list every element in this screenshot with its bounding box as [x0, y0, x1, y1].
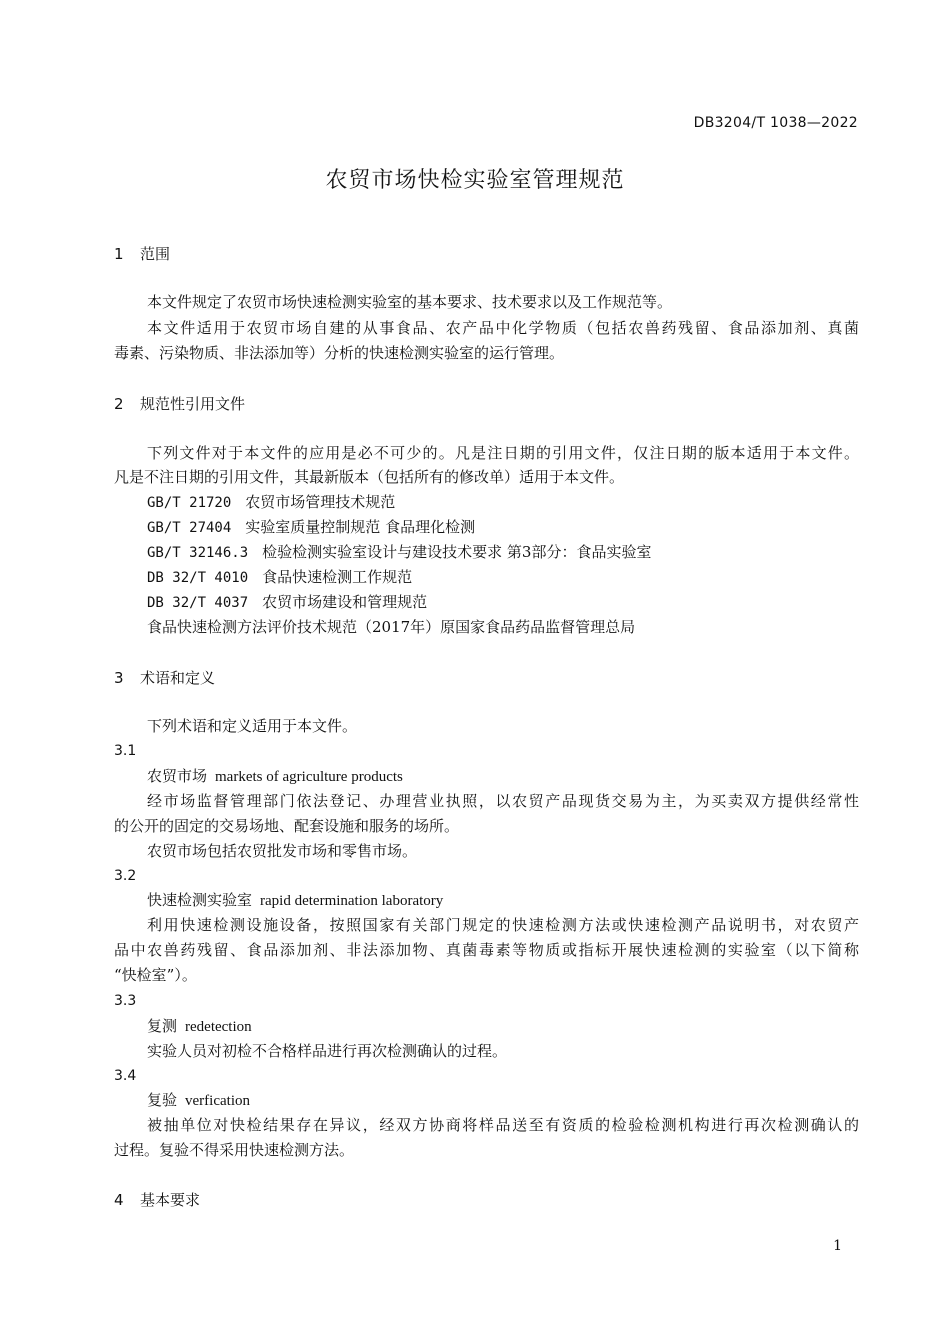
section-4-heading	[114, 1189, 200, 1210]
reference-name: 食品快速检测工作规范	[262, 568, 413, 586]
section-3-intro: 下列术语和定义适用于本文件。	[147, 717, 358, 735]
reference-item	[147, 567, 412, 588]
reference-item	[147, 517, 475, 538]
reference-code: GB/T 27404	[147, 520, 232, 536]
reference-item	[147, 542, 651, 563]
term-chinese: 复测	[147, 1017, 178, 1035]
document-title: 农贸市场快检实验室管理规范	[325, 168, 625, 193]
section-1-paragraph-2-line-2: 毒素、污染物质、非法添加等）分析的快速检测实验室的运行管理。	[114, 344, 565, 362]
section-number: 1	[114, 245, 124, 263]
term-number: 3.3	[114, 993, 137, 1009]
section-3-heading	[114, 667, 215, 688]
reference-code: DB 32/T 4010	[147, 570, 249, 586]
reference-code: GB/T 32146.3	[147, 545, 249, 561]
reference-name: 农贸市场建设和管理规范	[262, 593, 428, 611]
reference-item-last: 食品快速检测方法评价技术规范（2017年）原国家食品药品监督管理总局	[147, 618, 636, 636]
section-title: 术语和定义	[140, 669, 216, 687]
section-number: 2	[114, 395, 124, 413]
term-definition-line: 过程。复验不得采用快速检测方法。	[114, 1141, 355, 1159]
section-title: 规范性引用文件	[140, 395, 246, 413]
reference-item	[147, 492, 395, 513]
term-definition-line: 经市场监督管理部门依法登记、办理营业执照，以农贸产品现货交易为主，为买卖双方提供经常性	[147, 792, 859, 810]
section-2-heading	[114, 393, 245, 414]
term-definition-line: 利用快速检测设施设备，按照国家有关部门规定的快速检测方法或快速检测产品说明书，对农贸产	[147, 916, 859, 934]
term-note: 农贸市场包括农贸批发市场和零售市场。	[147, 842, 418, 860]
term-number: 3.2	[114, 868, 137, 884]
reference-name: 检验检测实验室设计与建设技术要求 第3部分：食品实验室	[262, 543, 652, 561]
document-code: DB3204/T 1038—2022	[693, 115, 858, 131]
term-heading	[147, 766, 403, 787]
section-2-paragraph-line-1: 下列文件对于本文件的应用是必不可少的。凡是注日期的引用文件，仅注日期的版本适用于本文件。	[147, 444, 859, 462]
term-definition-line: 被抽单位对快检结果存在异议，经双方协商将样品送至有资质的检验检测机构进行再次检测确认的	[147, 1116, 859, 1134]
term-english: markets of agriculture products	[215, 769, 403, 785]
term-definition-line: 实验人员对初检不合格样品进行再次检测确认的过程。	[147, 1042, 508, 1060]
reference-item	[147, 592, 427, 613]
term-english: verfication	[185, 1093, 250, 1109]
term-number: 3.4	[114, 1068, 137, 1084]
term-chinese: 快速检测实验室	[147, 891, 253, 909]
reference-name: 实验室质量控制规范 食品理化检测	[245, 518, 476, 536]
term-english: redetection	[185, 1019, 252, 1035]
section-title: 范围	[140, 245, 171, 263]
term-heading	[147, 890, 443, 911]
section-1-paragraph-1: 本文件规定了农贸市场快速检测实验室的基本要求、技术要求以及工作规范等。	[147, 293, 673, 311]
section-number: 3	[114, 669, 124, 687]
section-title: 基本要求	[140, 1191, 201, 1209]
section-number: 4	[114, 1191, 124, 1209]
term-definition-line: 品中农兽药残留、食品添加剂、非法添加物、真菌毒素等物质或指标开展快速检测的实验室（以下简称	[114, 941, 859, 959]
term-definition-line: “快检室”）。	[114, 966, 197, 984]
term-chinese: 农贸市场	[147, 767, 208, 785]
reference-code: DB 32/T 4037	[147, 595, 249, 611]
section-2-paragraph-line-2: 凡是不注日期的引用文件，其最新版本（包括所有的修改单）适用于本文件。	[114, 468, 625, 486]
term-definition-line: 的公开的固定的交易场地、配套设施和服务的场所。	[114, 817, 460, 835]
term-number: 3.1	[114, 743, 137, 759]
term-heading	[147, 1090, 250, 1111]
term-heading	[147, 1016, 252, 1037]
term-english: rapid determination laboratory	[260, 893, 444, 909]
reference-name: 农贸市场管理技术规范	[245, 493, 396, 511]
section-1-paragraph-2-line-1: 本文件适用于农贸市场自建的从事食品、农产品中化学物质（包括农兽药残留、食品添加剂、真菌	[147, 319, 859, 337]
section-1-heading	[114, 243, 170, 264]
term-chinese: 复验	[147, 1091, 178, 1109]
reference-code: GB/T 21720	[147, 495, 232, 511]
page-number: 1	[833, 1238, 842, 1254]
